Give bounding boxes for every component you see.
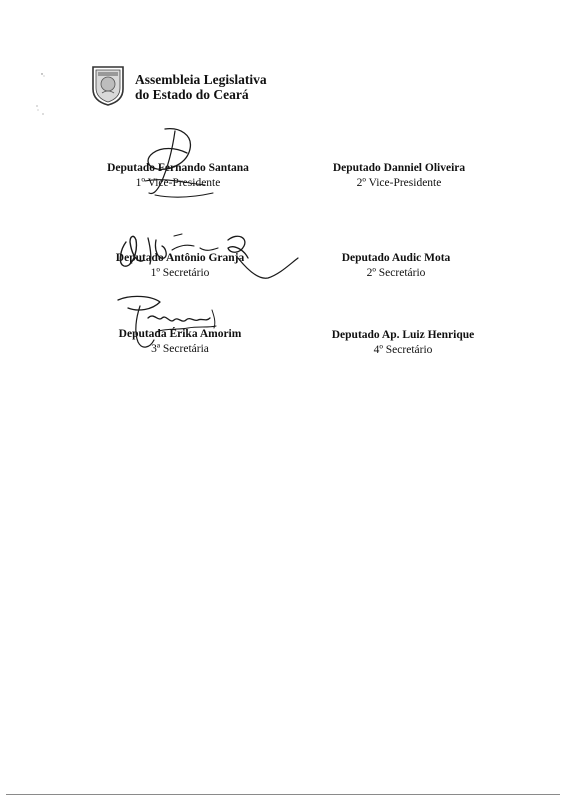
signature-block-6 xyxy=(303,328,503,358)
signatory-name: Deputada Érika Amorim xyxy=(118,328,242,340)
handwritten-signature-5 xyxy=(112,292,224,354)
signatory-role: 1º Secretário xyxy=(150,267,210,279)
signatory-role: 2º Vice-Presidente xyxy=(356,177,442,189)
signatory-name: Deputado Danniel Oliveira xyxy=(332,162,466,174)
signature-block-4 xyxy=(296,251,496,281)
signatory-name: Deputado Audic Mota xyxy=(341,252,451,264)
signatory-role: 2º Secretário xyxy=(366,267,426,279)
signatory-name: Deputado Ap. Luiz Henrique xyxy=(331,329,475,341)
handwritten-signature-3 xyxy=(108,228,304,290)
scan-specks xyxy=(35,70,55,120)
signatory-role: 3ª Secretária xyxy=(151,343,209,355)
signatory-role: 1º Vice-Presidente xyxy=(135,177,221,189)
letterhead xyxy=(90,60,290,110)
coat-of-arms-seal-icon xyxy=(90,63,126,107)
footer-rule xyxy=(6,794,560,795)
signatory-role: 4º Secretário xyxy=(373,344,433,356)
signature-block-2 xyxy=(299,161,499,191)
institution-line-1: Assembleia Legislativa xyxy=(135,72,267,87)
institution-line-2: do Estado do Ceará xyxy=(135,87,249,102)
signatory-name: Deputado Fernando Santana xyxy=(107,162,249,174)
institution-name xyxy=(135,72,267,102)
handwritten-signature-1 xyxy=(135,125,225,205)
signatory-name: Deputado Antônio Granja xyxy=(115,252,245,264)
